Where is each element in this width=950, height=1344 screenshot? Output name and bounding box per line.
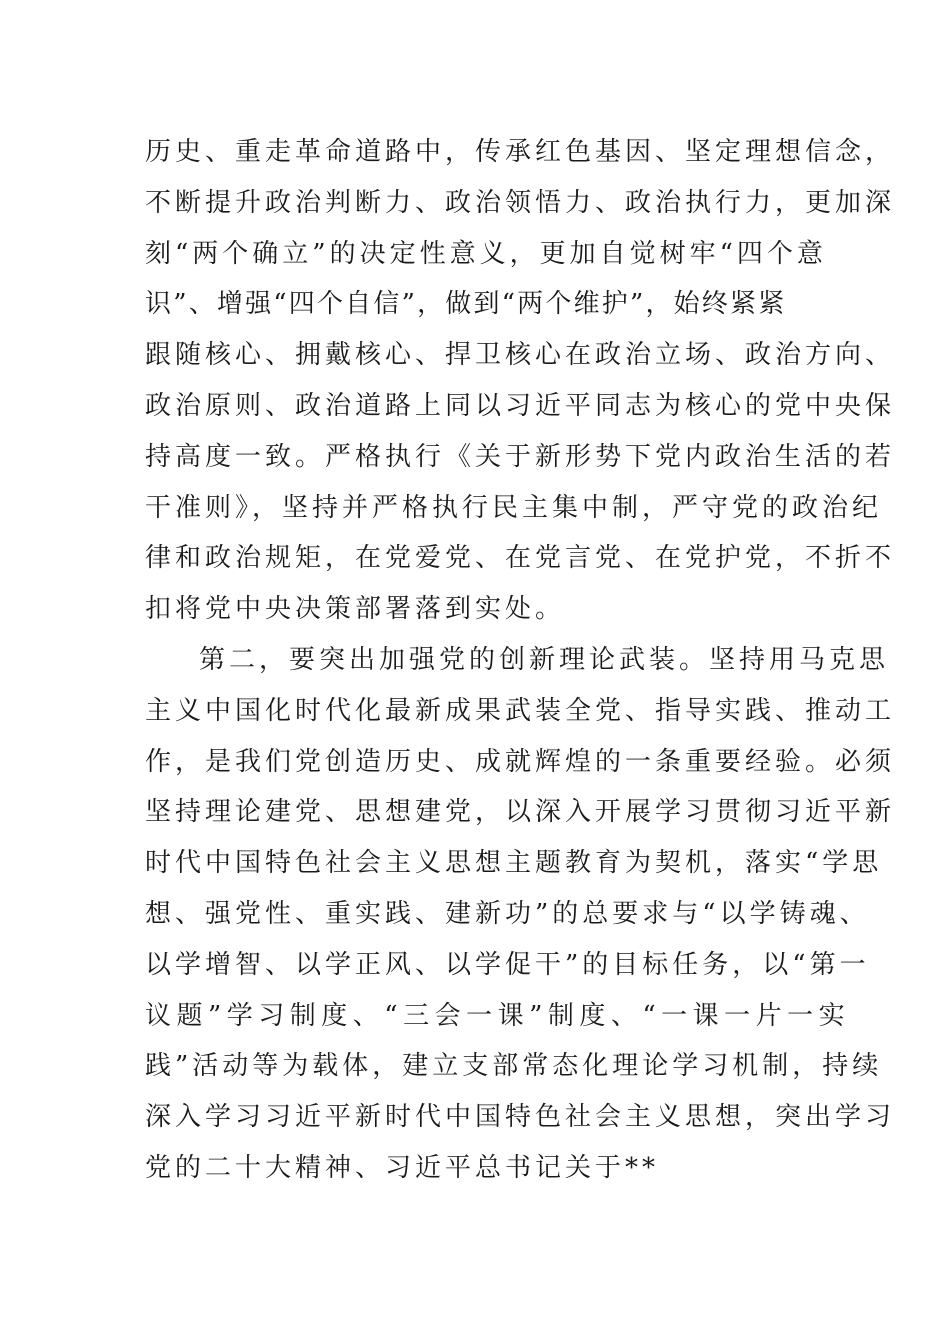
text-line: 时代中国特色社会主义思想主题教育为契机，落实“学思	[145, 848, 883, 879]
text-line: 党的二十大精神、习近平总书记关于**	[145, 1152, 660, 1183]
text-line: 以学增智、以学正风、以学促干”的目标任务，以“第一	[145, 949, 870, 980]
body-text	[145, 127, 896, 1194]
text-line: 干准则》，坚持并严格执行民主集中制，严守党的政治纪	[145, 492, 883, 523]
text-line: 想、强党性、重实践、建新功”的总要求与“以学铸魂、	[145, 898, 870, 929]
text-line: 政治原则、政治道路上同以习近平同志为核心的党中央保	[145, 390, 896, 421]
text-line: 律和政治规矩，在党爱党、在党言党、在党护党，不折不	[145, 543, 896, 574]
paragraph-first-line: 第二，要突出加强党的创新理论武装。坚持用马克思	[199, 644, 890, 675]
text-line: 历史、重走革命道路中，传承红色基因、坚定理想信念，	[145, 137, 896, 167]
text-line: 识”、增强“四个自信”，做到“两个维护”，始终紧紧	[145, 289, 787, 320]
text-line: 不断提升政治判断力、政治领悟力、政治执行力，更加深	[145, 187, 896, 218]
text-line: 坚持理论建党、思想建党，以深入开展学习贯彻习近平新	[145, 797, 896, 828]
text-line: 跟随核心、拥戴核心、捍卫核心在政治立场、政治方向、	[145, 340, 896, 371]
text-line: 持高度一致。严格执行《关于新形势下党内政治生活的若	[145, 441, 896, 472]
text-line: 深入学习习近平新时代中国特色社会主义思想，突出学习	[145, 1102, 896, 1133]
text-line: 议题”学习制度、“三会一课”制度、“一课一片一实	[145, 1000, 851, 1031]
text-line: 践”活动等为载体，建立支部常态化理论学习机制，持续	[145, 1051, 883, 1082]
text-line: 作，是我们党创造历史、成就辉煌的一条重要经验。必须	[145, 746, 896, 777]
text-line: 扣将党中央决策部署落到实处。	[145, 594, 566, 625]
text-line: 主义中国化时代化最新成果武装全党、指导实践、推动工	[145, 695, 896, 726]
text-line: 刻“两个确立”的决定性意义，更加自觉树牢“四个意	[145, 238, 827, 269]
